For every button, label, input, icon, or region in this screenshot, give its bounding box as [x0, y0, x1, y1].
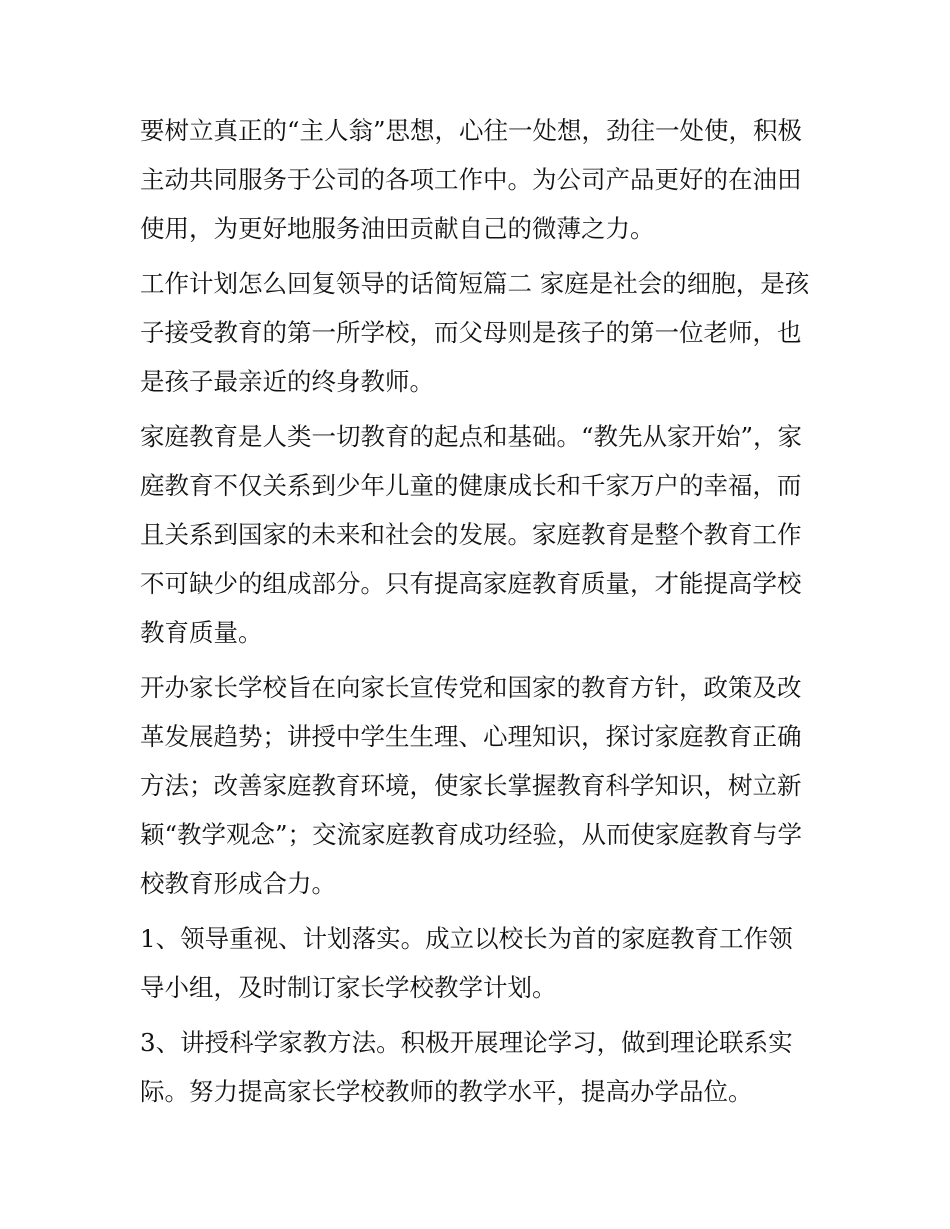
paragraph-5: 1、领导重视、计划落实。成立以校长为首的家庭教育工作领导小组，及时制订家长学校教学计划。	[140, 924, 793, 1002]
paragraph-1: 要树立真正的“主人翁”思想，心往一处想，劲往一处使，积极主动共同服务于公司的各项工作中。为公司产品更好的在油田使用，为更好地服务油田贡献自己的微薄之力。	[140, 116, 803, 243]
paragraph-3: 家庭教育是人类一切教育的起点和基础。“教先从家开始”，家庭教育不仅关系到少年儿童的健康成长和千家万户的幸福，而且关系到国家的未来和社会的发展。家庭教育是整个教育工作不可缺少的组成部分。只有提高家庭教育质量，才能提高学校教育质量。	[140, 422, 803, 647]
paragraph-6: 3、讲授科学家教方法。积极开展理论学习，做到理论联系实际。努力提高家长学校教师的教学水平，提高办学品位。	[140, 1028, 793, 1106]
document-body	[140, 106, 815, 1122]
paragraph-4: 开办家长学校旨在向家长宣传党和国家的教育方针，政策及改革发展趋势；讲授中学生生理、心理知识，探讨家庭教育正确方法；改善家庭教育环境，使家长掌握教育科学知识，树立新颖“教学观念”；交流家庭教育成功经验，从而使家庭教育与学校教育形成合力。	[140, 673, 803, 898]
paragraph-2: 工作计划怎么回复领导的话简短篇二 家庭是社会的细胞，是孩子接受教育的第一所学校，而父母则是孩子的第一位老师，也是孩子最亲近的终身教师。	[140, 269, 810, 396]
